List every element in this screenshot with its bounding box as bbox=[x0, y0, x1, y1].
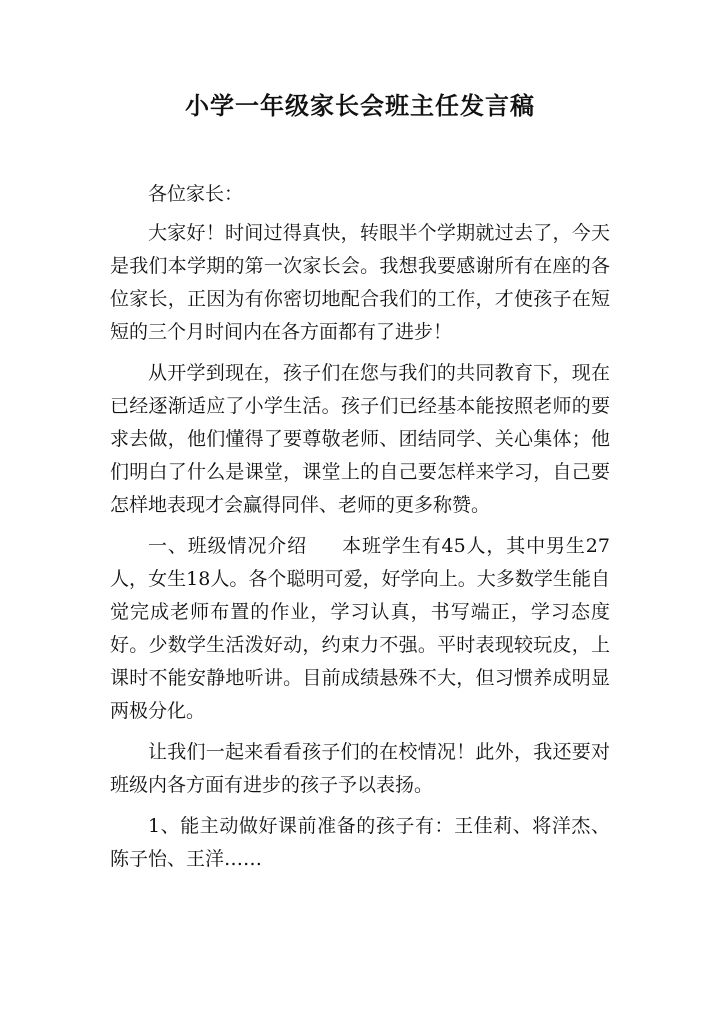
paragraph-progress: 从开学到现在，孩子们在您与我们的共同教育下，现在已经逐渐适应了小学生活。孩子们已经基本能按照老师的要求去做，他们懂得了要尊敬老师、团结同学、关心集体；他们明白了什么是课堂，课堂上的自己要怎样来学习，自己要怎样地表现才会赢得同伴、老师的更多称赞。 bbox=[110, 362, 610, 516]
paragraph-greeting: 大家好！时间过得真快，转眼半个学期就过去了，今天是我们本学期的第一次家长会。我想我要感谢所有在座的各位家长，正因为有你密切地配合我们的工作，才使孩子在短短的三个月时间内在各方面都有了进步！ bbox=[110, 222, 610, 343]
document-body bbox=[110, 178, 610, 884]
section-heading: 一、班级情况介绍 bbox=[148, 535, 308, 557]
document-title: 小学一年级家长会班主任发言稿 bbox=[185, 92, 535, 120]
section-class-overview bbox=[110, 530, 610, 728]
list-item-prepared-students: 1、能主动做好课前准备的孩子有：王佳莉、将洋杰、陈子怡、王洋…… bbox=[110, 815, 610, 870]
section-text: 本班学生有45人，其中男生27人，女生18人。各个聪明可爱，好学向上。大多数学生能自觉完成老师布置的作业，学习认真，书写端正，学习态度好。少数学生活泼好动，约束力不强。平时表现较玩皮，上课时不能安静地听讲。目前成绩悬殊不大，但习惯养成明显两极分化。 bbox=[110, 535, 610, 722]
paragraph-praise-intro: 让我们一起来看看孩子们的在校情况！此外，我还要对班级内各方面有进步的孩子予以表扬。 bbox=[110, 741, 610, 796]
salutation: 各位家长： bbox=[148, 183, 244, 205]
